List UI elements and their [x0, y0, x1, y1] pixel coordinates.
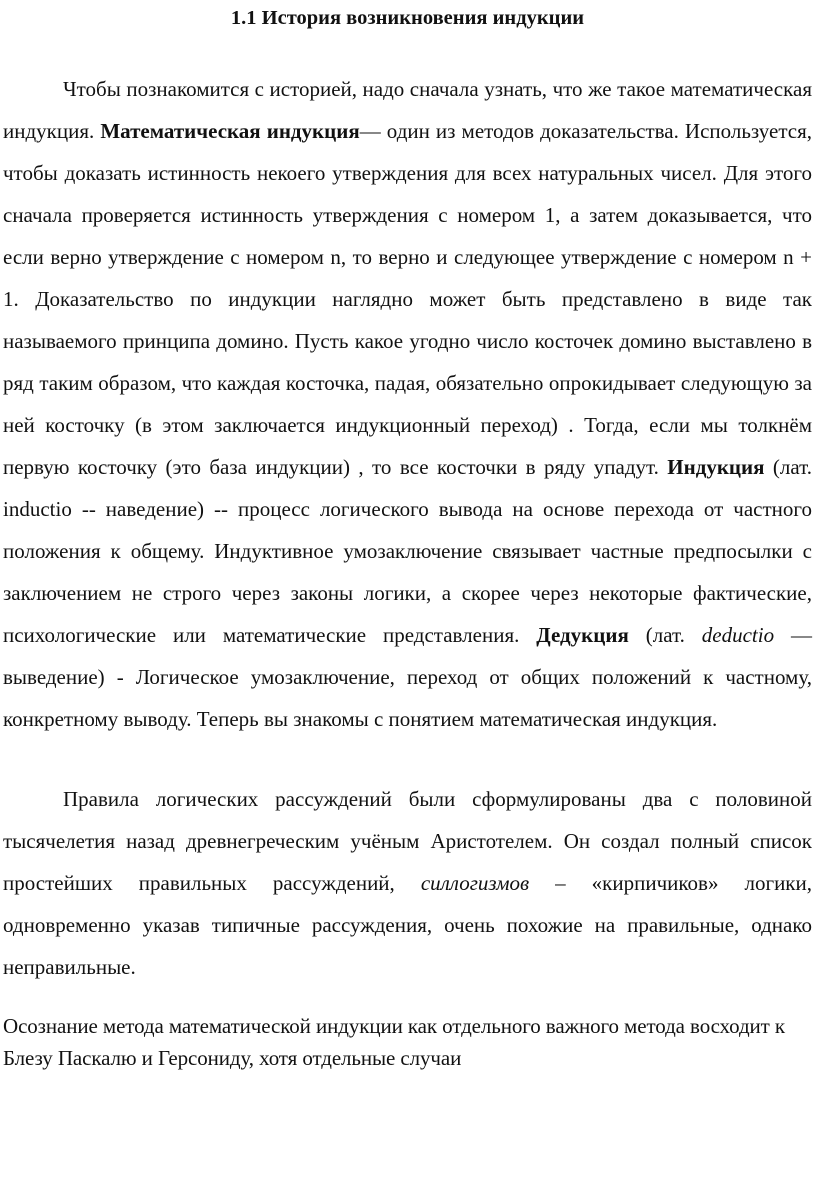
- paragraph-text: (лат. inductio -- наведение) -- процесс логического вывода на основе перехода от частного положения к общему. Индуктивное умозаключение связывает частные предпосылки с заключением не строго через законы логики, а скорее через некоторые фактические, психологические или математические представления.: [3, 455, 812, 647]
- paragraph-text: Осознание метода математической индукции как отдельного важного метода восходит к Блезу Паскалю и Герсониду, хотя отдельные случаи: [3, 1014, 786, 1070]
- paragraph-pascal: [3, 1010, 812, 1074]
- term-math-induction: Математическая индукция: [100, 119, 360, 143]
- paragraph-text: Правила логических рассуждений были сформулированы два с половиной тысячелетия назад древнегреческим учёным Аристотелем. Он создал полный список простейших правильных рассуждений,: [3, 787, 812, 895]
- term-syllogisms: силлогизмов: [420, 871, 530, 895]
- paragraph-definition: [3, 68, 812, 740]
- paragraph-aristotle: [3, 778, 812, 988]
- paragraph-text: – «кирпичиков» логики, одновременно указав типичные рассуждения, очень похожие на правильные, однако неправильные.: [3, 871, 812, 979]
- paragraph-text: Чтобы познакомится с историей, надо сначала узнать, что же такое математическая индукция.: [3, 77, 812, 143]
- page-title: 1.1 История возникновения индукции: [230, 7, 585, 29]
- paragraph-text: (лат.: [628, 623, 702, 647]
- term-induction: Индукция: [667, 455, 765, 479]
- term-deduction: Дедукция: [536, 623, 629, 647]
- paragraph-text: — выведение) - Логическое умозаключение, переход от общих положений к частному, конкретному выводу. Теперь вы знакомы с понятием математическая индукция.: [3, 623, 812, 731]
- paragraph-text: — один из методов доказательства. Используется, чтобы доказать истинность некоего утверждения для всех натуральных чисел. Для этого сначала проверяется истинность утверждения с номером 1, а затем доказывается, что если верно утверждение с номером n, то верно и следующее утверждение с номером n + 1. Доказательство по индукции наглядно может быть представлено в виде так называемого принципа домино. Пусть какое угодно число косточек домино выставлено в ряд таким образом, что каждая косточка, падая, обязательно опрокидывает следующую за ней косточку (в этом заключается индукционный переход) . Тогда, если мы толкнём первую косточку (это база индукции) , то все косточки в ряду упадут.: [3, 119, 812, 479]
- term-deductio: deductio: [701, 623, 775, 647]
